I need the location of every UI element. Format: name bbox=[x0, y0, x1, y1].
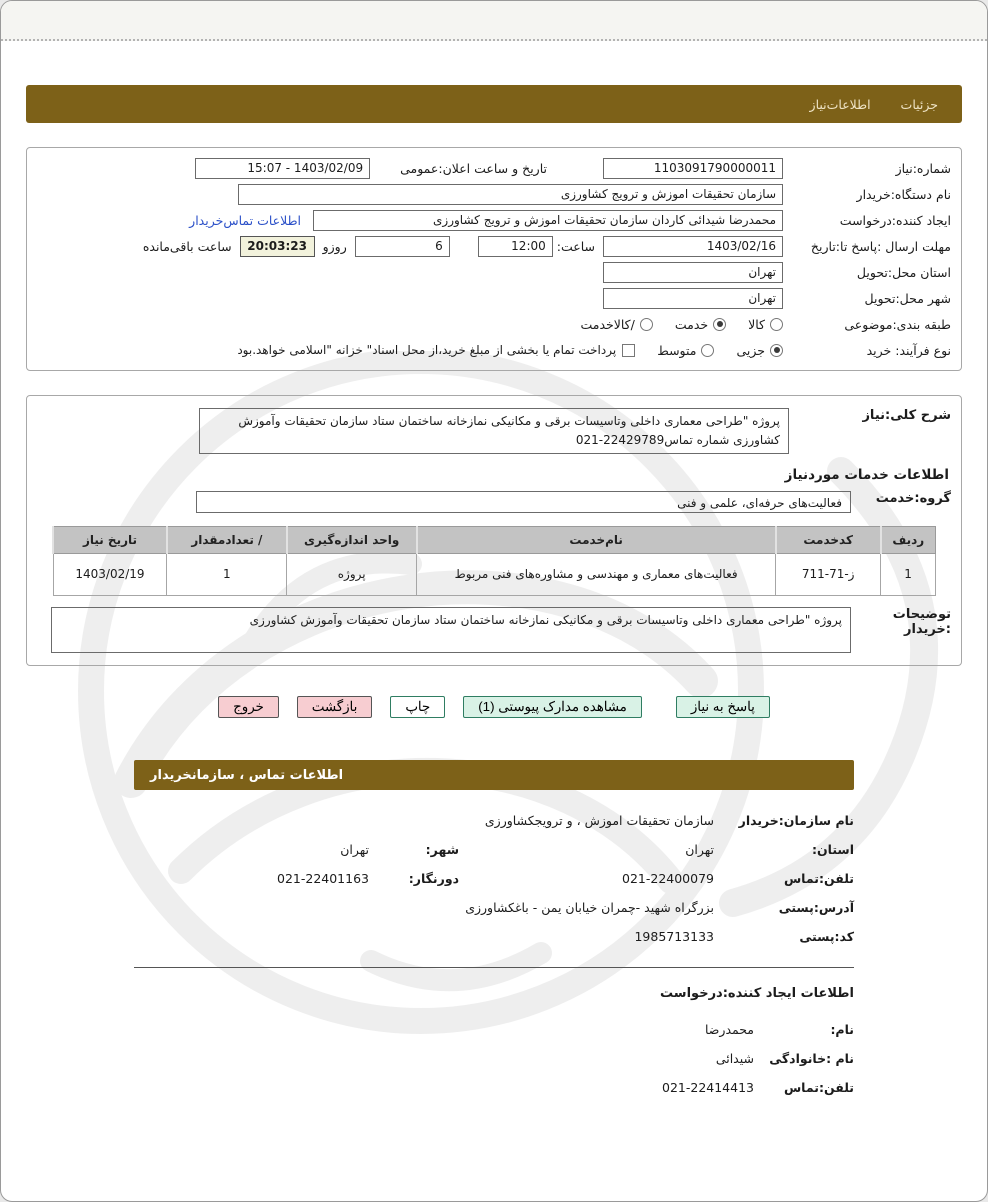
row-org-name bbox=[134, 806, 854, 835]
minor-radio[interactable] bbox=[770, 344, 783, 357]
col-unit: واحد اندازه‌گیری bbox=[287, 527, 417, 554]
cell-unit: پروژه bbox=[287, 554, 417, 596]
row-first-name bbox=[134, 1015, 854, 1044]
cell-service-code: ز-71-711 bbox=[776, 554, 881, 596]
org-name-label: نام سازمان:خریدار bbox=[738, 813, 854, 829]
row-classification bbox=[31, 311, 957, 337]
action-button-row bbox=[1, 696, 987, 718]
section-divider bbox=[134, 967, 854, 968]
request-creator-label: ایجاد کننده:درخواست bbox=[839, 212, 951, 228]
option-medium bbox=[657, 343, 714, 358]
contact-address-label: آدرس:پستی bbox=[778, 900, 854, 916]
buyer-org-field[interactable]: سازمان تحقیقات اموزش و ترویج کشاورزی bbox=[238, 184, 783, 205]
first-name-value: محمدرضا bbox=[704, 1022, 754, 1038]
option-service bbox=[675, 317, 726, 332]
option-goods bbox=[748, 317, 783, 332]
days-remaining-field[interactable]: 6 bbox=[355, 236, 450, 257]
buyer-contact-link[interactable]: اطلاعات تماس‌خریدار bbox=[189, 212, 301, 228]
print-button[interactable]: چاپ bbox=[390, 696, 445, 718]
need-detail-panel bbox=[26, 395, 962, 666]
classification-label: طبقه بندی:موضوعی bbox=[844, 316, 951, 332]
delivery-province-label: استان محل:تحویل bbox=[856, 264, 951, 280]
delivery-province-field[interactable]: تهران bbox=[603, 262, 783, 283]
deadline-time-field[interactable]: 12:00 bbox=[478, 236, 553, 257]
last-name-value: شیدائی bbox=[715, 1051, 754, 1067]
days-word-label: روزو bbox=[322, 238, 347, 254]
row-process-type bbox=[31, 337, 957, 363]
org-name-value: سازمان تحقیقات اموزش ، و ترویجکشاورزی bbox=[484, 813, 714, 829]
process-type-label: نوع فرآیند: خرید bbox=[866, 342, 951, 358]
buyer-org-label: نام دستگاه:خریدار bbox=[856, 186, 951, 202]
row-description bbox=[31, 403, 957, 459]
creator-info-heading: اطلاعات ایجاد کننده:درخواست bbox=[660, 986, 854, 1002]
option-minor bbox=[736, 343, 783, 358]
contact-address-value: بزرگراه شهید -چمران خیابان یمن - باغکشاورزی bbox=[465, 900, 714, 916]
row-request-creator bbox=[31, 207, 957, 233]
delivery-city-field[interactable]: تهران bbox=[603, 288, 783, 309]
col-quantity: / تعدادمقدار bbox=[167, 527, 287, 554]
buyer-contact-heading: اطلاعات تماس ، سازمانخریدار bbox=[150, 767, 344, 783]
row-delivery-province bbox=[31, 259, 957, 285]
postal-code-label: کد:پستی bbox=[799, 929, 854, 945]
contact-city-value: تهران bbox=[340, 842, 369, 858]
request-creator-field[interactable]: محمدرضا شیدائی کاردان سازمان تحقیقات اموزش و ترویج کشاورزی bbox=[313, 210, 783, 231]
contact-fax-value: 021-22401163 bbox=[277, 871, 369, 887]
row-address bbox=[134, 893, 854, 922]
contact-province-label: استان: bbox=[811, 842, 854, 858]
goods-radio-label: کالا bbox=[748, 316, 765, 332]
row-delivery-city bbox=[31, 285, 957, 311]
deadline-time-label: ساعت: bbox=[556, 238, 595, 254]
top-band bbox=[1, 1, 987, 41]
announce-datetime-label: تاریخ و ساعت اعلان:عمومی bbox=[400, 160, 547, 176]
need-summary-panel bbox=[26, 147, 962, 371]
services-heading: اطلاعات خدمات موردنیاز bbox=[784, 467, 949, 484]
treasury-note-label: پرداخت تمام یا بخشی از مبلغ خرید،از محل اسناد" خزانه "اسلامی خواهد.بود bbox=[237, 343, 617, 357]
service-radio-label: خدمت bbox=[674, 316, 709, 332]
last-name-label: نام :خانوادگی bbox=[769, 1051, 854, 1067]
buyer-contact-bar bbox=[134, 760, 854, 790]
medium-radio-label: متوسط bbox=[657, 342, 697, 358]
col-row-number: ردیف bbox=[881, 527, 936, 554]
row-need-number bbox=[31, 155, 957, 181]
row-service-group bbox=[31, 486, 957, 518]
postal-code-value: 1985713133 bbox=[634, 929, 714, 945]
back-button[interactable]: بازگشت bbox=[297, 696, 373, 718]
col-service-name: نام‌خدمت bbox=[417, 527, 776, 554]
service-group-field[interactable]: فعالیت‌های حرفه‌ای، علمی و فنی bbox=[196, 491, 851, 513]
option-goods-service bbox=[580, 317, 652, 332]
need-number-label: شماره:نیاز bbox=[895, 160, 951, 176]
respond-button[interactable]: پاسخ به نیاز bbox=[676, 696, 770, 718]
service-radio[interactable] bbox=[713, 318, 726, 331]
deadline-date-field[interactable]: 1403/02/16 bbox=[603, 236, 783, 257]
option-treasury bbox=[237, 343, 635, 357]
service-group-label: گروه:خدمت bbox=[875, 491, 951, 507]
delivery-city-label: شهر محل:تحویل bbox=[864, 290, 951, 306]
buyer-notes-label: توضیحات :خریدار bbox=[892, 607, 951, 638]
row-buyer-org bbox=[31, 181, 957, 207]
row-deadline bbox=[31, 233, 957, 259]
contact-city-label: شهر: bbox=[425, 842, 459, 858]
cell-service-name: فعالیت‌های معماری و مهندسی و مشاوره‌های فنی مربوط bbox=[417, 554, 776, 596]
creator-phone-label: تلفن:تماس bbox=[783, 1080, 854, 1096]
goods-radio[interactable] bbox=[770, 318, 783, 331]
description-field[interactable]: پروژه "طراحی معماری داخلی وتاسیسات برقی و مکانیکی نمازخانه ساختمان ستاد سازمان تحقیقات وآموزش کشاورزی شماره تماس22429789-021 bbox=[199, 408, 789, 454]
cell-need-date: 1403/02/19 bbox=[53, 554, 167, 596]
contact-province-value: تهران bbox=[685, 842, 714, 858]
row-phone-fax bbox=[134, 864, 854, 893]
view-attachments-button[interactable]: مشاهده مدارک پیوستی (1) bbox=[463, 696, 642, 718]
minor-radio-label: جزیی bbox=[736, 342, 765, 358]
row-creator-phone bbox=[134, 1073, 854, 1102]
row-buyer-notes bbox=[31, 602, 957, 658]
row-last-name bbox=[134, 1044, 854, 1073]
countdown-timer: 20:03:23 bbox=[240, 236, 315, 257]
buyer-notes-field[interactable]: پروژه "طراحی معماری داخلی وتاسیسات برقی و مکانیکی نمازخانه ساختمان ستاد سازمان تحقیقات وآموزش کشاورزی bbox=[51, 607, 851, 653]
deadline-label: مهلت ارسال :پاسخ تا:تاریخ bbox=[810, 238, 951, 254]
cell-quantity: 1 bbox=[167, 554, 287, 596]
cell-row-number: 1 bbox=[881, 554, 936, 596]
col-service-code: کدخدمت bbox=[776, 527, 881, 554]
col-need-date: تاریخ نیاز bbox=[53, 527, 167, 554]
contact-fax-label: دورنگار: bbox=[408, 871, 459, 887]
creator-phone-value: 021-22414413 bbox=[662, 1080, 754, 1096]
contact-phone-value: 021-22400079 bbox=[622, 871, 714, 887]
hours-remaining-label: ساعت باقی‌مانده bbox=[142, 238, 232, 254]
goods-service-radio[interactable] bbox=[640, 318, 653, 331]
header-tab-bar bbox=[26, 85, 962, 123]
goods-service-radio-label: /کالاخدمت bbox=[580, 316, 635, 332]
tab-need-info[interactable]: اطلاعات‌نیاز bbox=[809, 96, 871, 112]
description-label: شرح کلی:نیاز bbox=[862, 408, 951, 423]
treasury-checkbox[interactable] bbox=[622, 344, 635, 357]
row-postal-code bbox=[134, 922, 854, 951]
medium-radio[interactable] bbox=[701, 344, 714, 357]
service-row bbox=[53, 554, 936, 596]
services-table-header-row bbox=[53, 527, 936, 554]
row-province-city bbox=[134, 835, 854, 864]
exit-button[interactable]: خروج bbox=[218, 696, 279, 718]
announce-datetime-field[interactable]: 15:07 - 1403/02/09 bbox=[195, 158, 370, 179]
tab-details[interactable]: جزئیات bbox=[900, 96, 938, 112]
services-table bbox=[52, 526, 936, 596]
need-number-field[interactable]: 1103091790000011 bbox=[603, 158, 783, 179]
first-name-label: نام: bbox=[830, 1022, 854, 1038]
contact-phone-label: تلفن:تماس bbox=[783, 871, 854, 887]
